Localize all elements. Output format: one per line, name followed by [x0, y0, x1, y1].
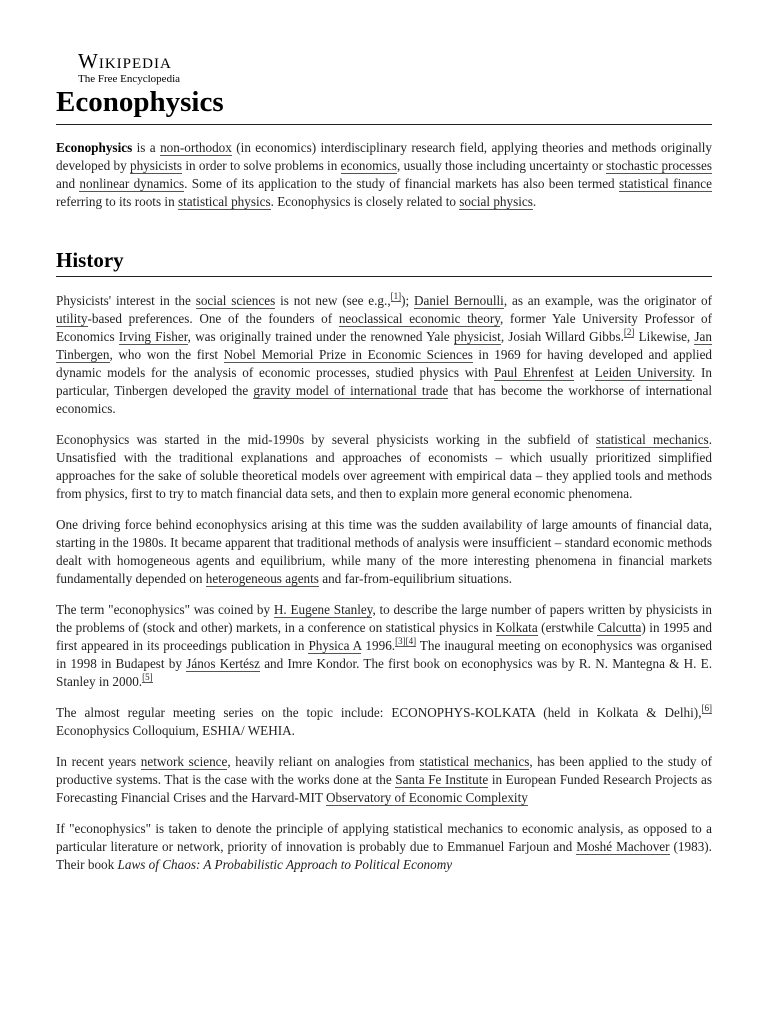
link-calcutta[interactable]: Calcutta [597, 620, 642, 635]
text: (1983). Their book [56, 839, 712, 872]
link-non-orthodox[interactable]: non-orthodox [160, 140, 232, 155]
link-stochastic-processes[interactable]: stochastic processes [606, 158, 712, 173]
link-physicists[interactable]: physicists [129, 158, 183, 173]
text: , as an example, was the originator of [503, 293, 713, 308]
text: Econophysics was started in the mid-1990s by several physicists working in the subfield of [56, 432, 596, 447]
link-social-sciences[interactable]: social sciences [195, 293, 276, 308]
text: in European Funded Research Projects as Forecasting Financial Crises and the Harvard-MIT [56, 772, 712, 805]
link-physicist[interactable]: physicist [453, 329, 501, 344]
link-statistical-mechanics[interactable]: statistical mechanics [595, 432, 709, 447]
text: The term "econophysics" was coined by [56, 602, 274, 617]
link-leiden-university[interactable]: Leiden University [594, 365, 692, 380]
link-statistical-finance[interactable]: statistical finance [619, 176, 712, 191]
text: , to describe the large number of papers written by physicists in the problems of (stock and other) markets, in a conference on statistical physics in [56, 602, 712, 635]
text: The almost regular meeting series on the topic include: ECONOPHYS-KOLKATA (held in Kolkata & Delhi), [56, 705, 702, 720]
text: ) in 1995 and first appeared in its proceedings publication in [56, 620, 712, 653]
link-nobel-memorial-prize[interactable]: Nobel Memorial Prize in Economic Sciences [223, 347, 473, 362]
text: and Imre Kondor. The first book on econophysics was by R. N. Mantegna & H. E. Stanley in 2000. [56, 656, 713, 689]
lead-term: Econophysics [56, 140, 133, 155]
history-section [56, 292, 712, 887]
citation-3[interactable]: [3] [395, 635, 406, 646]
lead-paragraph [56, 139, 712, 211]
text: Physicists' interest in the [56, 293, 196, 308]
link-kolkata[interactable]: Kolkata [495, 620, 538, 635]
book-title: Laws of Chaos: A Probabilistic Approach to Political Economy [117, 857, 453, 872]
citation-2[interactable]: [2] [623, 326, 635, 337]
text: , usually those including uncertainty or [397, 158, 607, 173]
link-paul-ehrenfest[interactable]: Paul Ehrenfest [493, 365, 574, 380]
history-paragraph-7 [56, 820, 712, 874]
history-paragraph-2 [56, 431, 712, 503]
text: , former Yale University Professor of Economics [56, 311, 713, 344]
text: , has been applied to the study of productive systems. That is the case with the works done at the [56, 754, 712, 787]
text: , was originally trained under the renowned Yale [187, 329, 454, 344]
text: in 1969 for having developed and applied dynamic models for the analysis of economic processes, studied physics with [56, 347, 713, 380]
history-divider [56, 276, 712, 277]
text: , who won the first [109, 347, 224, 362]
history-paragraph-3 [56, 516, 712, 588]
page-title: Econophysics [56, 86, 224, 118]
link-network-science[interactable]: network science [140, 754, 228, 769]
citation-1[interactable]: [1] [390, 290, 402, 301]
text: (in economics) interdisciplinary research field, applying theories and methods originally developed by [56, 140, 712, 173]
history-paragraph-6 [56, 753, 712, 807]
text: in order to solve problems in [182, 158, 341, 173]
text: ); [401, 293, 415, 308]
link-observatory-economic-complexity[interactable]: Observatory of Economic Complexity [326, 790, 528, 805]
link-h-eugene-stanley[interactable]: H. Eugene Stanley [273, 602, 373, 617]
history-paragraph-1 [56, 292, 712, 418]
text: and [56, 176, 80, 191]
history-paragraph-5 [56, 704, 712, 740]
link-santa-fe-institute[interactable]: Santa Fe Institute [395, 772, 489, 787]
text: -based preferences. One of the founders of [87, 311, 339, 326]
citation-5[interactable]: [5] [142, 671, 153, 682]
link-neoclassical-economic-theory[interactable]: neoclassical economic theory [338, 311, 500, 326]
link-janos-kertesz[interactable]: János Kertész [186, 656, 260, 671]
text: (erstwhile [537, 620, 598, 635]
text: referring to its roots in [56, 194, 178, 209]
text: Likewise, [634, 329, 695, 344]
text: . Some of its application to the study of financial markets has also been termed [184, 176, 620, 191]
section-heading-history: History [56, 248, 124, 272]
text: One driving force behind econophysics arising at this time was the sudden availability of large amounts of financial data, starting in the 1980s. It became apparent that traditional methods of analysis were insufficient – standard economic methods dealt with homogeneous agents and equilibrium, while many of the more interesting phenomena in financial markets fundamentally depended on [56, 517, 712, 586]
text: at [573, 365, 595, 380]
link-statistical-mechanics-2[interactable]: statistical mechanics [419, 754, 530, 769]
wikipedia-wordmark: Wikipedia [78, 49, 172, 73]
text: is not new (see e.g., [275, 293, 391, 308]
link-heterogeneous-agents[interactable]: heterogeneous agents [205, 571, 319, 586]
history-paragraph-4 [56, 601, 712, 691]
link-gravity-model[interactable]: gravity model of international trade [253, 383, 449, 398]
link-social-physics[interactable]: social physics [459, 194, 533, 209]
text: The inaugural meeting on econophysics was organised in 1998 in Budapest by [56, 638, 713, 671]
link-physica-a[interactable]: Physica A [308, 638, 362, 653]
link-jan-tinbergen[interactable]: Jan Tinbergen [56, 329, 712, 362]
citation-6[interactable]: [6] [701, 702, 712, 713]
text: Econophysics Colloquium, ESHIA/ WEHIA. [56, 723, 295, 738]
citation-4[interactable]: [4] [405, 635, 417, 646]
text: If "econophysics" is taken to denote the principle of applying statistical mechanics to economic analysis, as opposed to a particular literature or network, priority of innovation is probably due to Emmanuel Farjoun and [56, 821, 712, 854]
link-daniel-bernoulli[interactable]: Daniel Bernoulli [414, 293, 504, 308]
wikipedia-logo[interactable] [78, 51, 180, 86]
text: , heavily reliant on analogies from [227, 754, 420, 769]
title-divider [56, 124, 712, 125]
text: . In particular, Tinbergen developed the [56, 365, 712, 398]
text: is a [132, 140, 161, 155]
link-irving-fisher[interactable]: Irving Fisher [118, 329, 188, 344]
link-moshe-machover[interactable]: Moshé Machover [576, 839, 670, 854]
link-statistical-physics[interactable]: statistical physics [177, 194, 271, 209]
text: . [532, 194, 537, 209]
wikipedia-tagline: The Free Encyclopedia [78, 73, 181, 85]
text: . Unsatisfied with the traditional explanations and approaches of economists – which usually prioritized simplified approaches for the sake of soluble theoretical models over agreement with empirical data – they applied tools and methods from physics, first to try to match financial data sets, and then to explain more general economic phenomena. [56, 432, 712, 501]
text: 1996. [361, 638, 396, 653]
text: . Econophysics is closely related to [270, 194, 460, 209]
text: In recent years [56, 754, 141, 769]
link-nonlinear-dynamics[interactable]: nonlinear dynamics [79, 176, 185, 191]
text: and far-from-equilibrium situations. [318, 571, 513, 586]
link-utility[interactable]: utility [56, 311, 88, 326]
link-economics[interactable]: economics [340, 158, 398, 173]
text: that has become the workhorse of international economics. [56, 383, 712, 416]
text: , Josiah Willard Gibbs. [500, 329, 624, 344]
lead-section [56, 139, 712, 224]
